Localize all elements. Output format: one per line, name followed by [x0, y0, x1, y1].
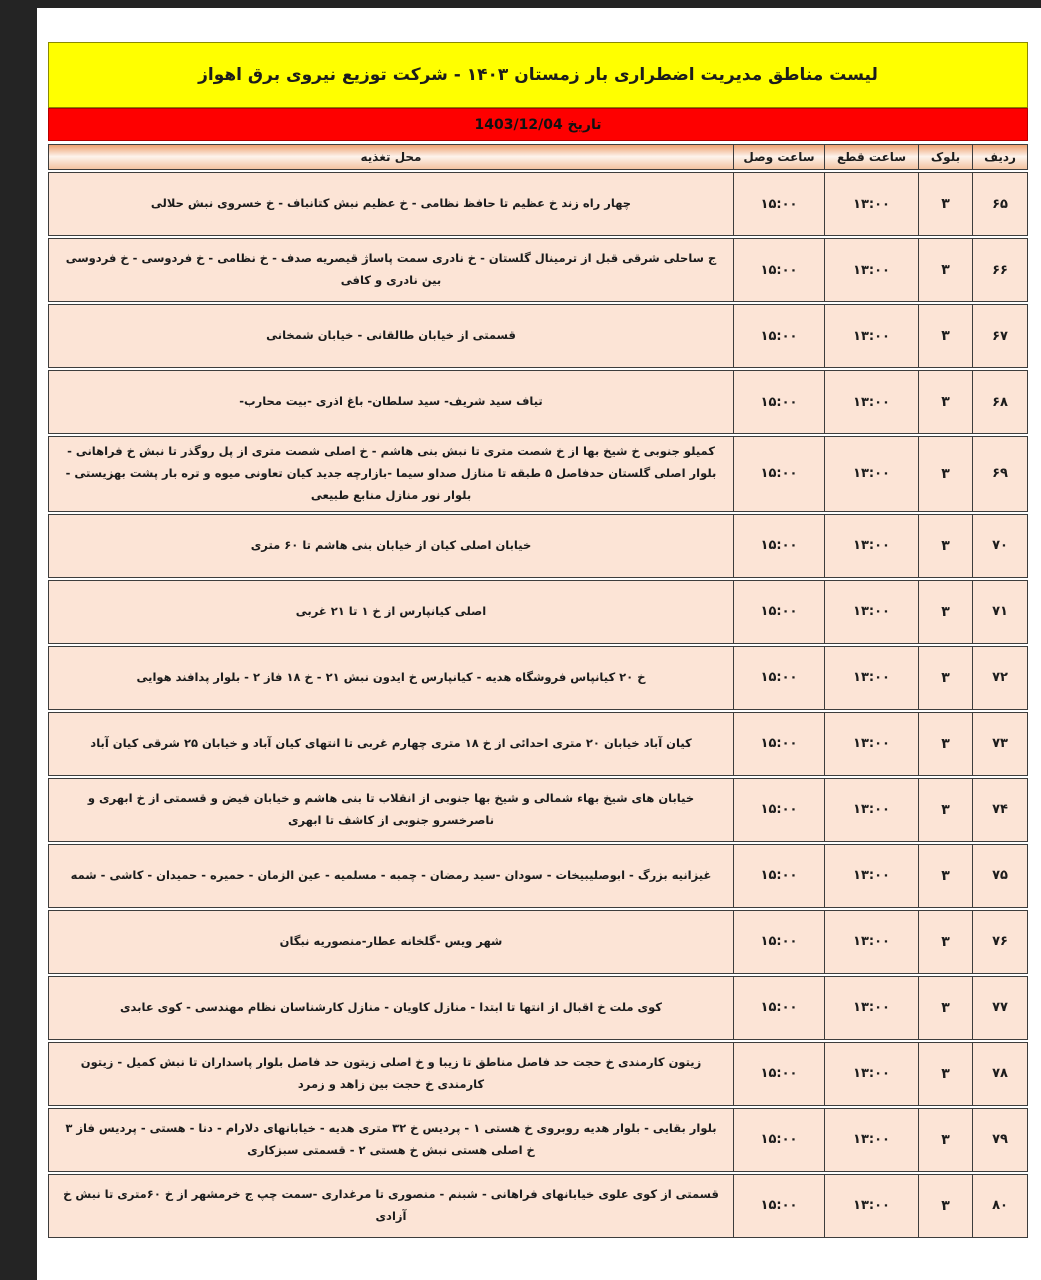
connect-time-cell: ۱۵:۰۰: [733, 1175, 824, 1237]
table-header-row: [48, 144, 1028, 170]
connect-time-cell: ۱۵:۰۰: [733, 1043, 824, 1105]
location-cell: ج ساحلی شرقی قبل از ترمینال گلستان - خ نادری سمت پاساژ قیصریه صدف - خ نظامی - خ فردوسی - خ فردوسی بین نادری و کافی: [65, 251, 717, 287]
cut-time-cell: ۱۳:۰۰: [824, 1043, 918, 1105]
row-number-cell: ۷۸: [972, 1043, 1027, 1105]
connect-time-cell: ۱۵:۰۰: [733, 1109, 824, 1171]
cut-time-cell: ۱۳:۰۰: [824, 1109, 918, 1171]
connect-time-cell: ۱۵:۰۰: [733, 713, 824, 775]
cut-time-cell: ۱۳:۰۰: [824, 977, 918, 1039]
row-number-cell: ۷۱: [972, 581, 1027, 643]
block-cell: ۳: [918, 779, 972, 841]
table-row: [48, 712, 1028, 776]
header-cell-block: بلوک: [918, 145, 972, 169]
connect-time-cell: ۱۵:۰۰: [733, 239, 824, 301]
block-cell: ۳: [918, 1109, 972, 1171]
cut-time-cell: ۱۳:۰۰: [824, 371, 918, 433]
cut-time-cell: ۱۳:۰۰: [824, 713, 918, 775]
header-cell-cut-time: ساعت قطع: [824, 145, 918, 169]
table-row: [48, 238, 1028, 302]
page-frame-left: [0, 0, 37, 1280]
cut-time-cell: ۱۳:۰۰: [824, 437, 918, 511]
block-cell: ۳: [918, 371, 972, 433]
block-cell: ۳: [918, 1175, 972, 1237]
header-cell-radif: ردیف: [972, 145, 1027, 169]
row-number-cell: ۷۶: [972, 911, 1027, 973]
location-cell: خیابان اصلی کیان از خیابان بنی هاشم تا ۶۰ متری: [250, 537, 532, 552]
block-cell: ۳: [918, 581, 972, 643]
block-cell: ۳: [918, 713, 972, 775]
block-cell: ۳: [918, 1043, 972, 1105]
block-cell: ۳: [918, 977, 972, 1039]
row-number-cell: ۷۲: [972, 647, 1027, 709]
row-number-cell: ۷۰: [972, 515, 1027, 577]
cut-time-cell: ۱۳:۰۰: [824, 515, 918, 577]
location-cell: کمیلو جنوبی خ شیخ بها از خ شصت متری تا نبش بنی هاشم - خ اصلی شصت متری از پل روگذر تا نبش خ فراهانی - بلوار اصلی گلستان حدفاصل ۵ طبقه تا منازل صداو سیما -بازارچه جدید کیان تعاونی میوه و تره بار پشت بهزیستی - بلوار نور منازل منابع طبیعی: [65, 444, 717, 502]
location-cell: غیزانیه بزرگ - ابوصلیبیخات - سودان -سید رمضان - چمبه - مسلمیه - عین الزمان - حمیره - حمیدان - کاشی - شمه: [70, 867, 712, 882]
connect-time-cell: ۱۵:۰۰: [733, 173, 824, 235]
connect-time-cell: ۱۵:۰۰: [733, 305, 824, 367]
block-cell: ۳: [918, 173, 972, 235]
location-cell: اصلی کیانپارس از خ ۱ تا ۲۱ غربی: [295, 603, 487, 618]
row-number-cell: ۶۷: [972, 305, 1027, 367]
row-number-cell: ۸۰: [972, 1175, 1027, 1237]
row-number-cell: ۶۵: [972, 173, 1027, 235]
row-number-cell: ۷۵: [972, 845, 1027, 907]
table-row: [48, 976, 1028, 1040]
block-cell: ۳: [918, 239, 972, 301]
block-cell: ۳: [918, 911, 972, 973]
cut-time-cell: ۱۳:۰۰: [824, 581, 918, 643]
location-cell: قسمتی از خیابان طالقانی - خیابان شمخانی: [266, 328, 516, 343]
row-number-cell: ۷۳: [972, 713, 1027, 775]
block-cell: ۳: [918, 305, 972, 367]
title-banner: [48, 42, 1028, 108]
location-cell: کیان آباد خیابان ۲۰ متری احدائی از خ ۱۸ متری چهارم غربی تا انتهای کیان آباد و خیابان ۲۵ شرقی کیان آباد: [90, 735, 692, 750]
cut-time-cell: ۱۳:۰۰: [824, 305, 918, 367]
cut-time-cell: ۱۳:۰۰: [824, 1175, 918, 1237]
table-body: [48, 172, 1028, 1238]
cut-time-cell: ۱۳:۰۰: [824, 845, 918, 907]
table-row: [48, 580, 1028, 644]
block-cell: ۳: [918, 437, 972, 511]
location-cell: شهر ویس -گلخانه عطار-منصوریه نبگان: [279, 933, 503, 948]
date-label: تاریخ 1403/12/04: [474, 116, 602, 133]
page-title: لیست مناطق مدیریت اضطراری بار زمستان ۱۴۰۳ - شرکت توزیع نیروی برق اهواز: [198, 65, 878, 85]
table-row: [48, 1174, 1028, 1238]
table-row: [48, 514, 1028, 578]
row-number-cell: ۷۹: [972, 1109, 1027, 1171]
location-cell: کوی ملت خ اقبال از انتها تا ابتدا - منازل کاویان - منازل کارشناسان نظام مهندسی - کوی عابدی: [120, 999, 662, 1014]
table-row: [48, 1108, 1028, 1172]
connect-time-cell: ۱۵:۰۰: [733, 371, 824, 433]
connect-time-cell: ۱۵:۰۰: [733, 977, 824, 1039]
row-number-cell: ۷۴: [972, 779, 1027, 841]
location-cell: زیتون کارمندی خ حجت حد فاصل مناطق تا زیبا و خ اصلی زیتون حد فاصل بلوار پاسداران تا نبش کمیل - زیتون کارمندی خ حجت بین زاهد و زمرد: [80, 1054, 702, 1091]
table-row: [48, 844, 1028, 908]
location-cell: تیاف سید شریف- سید سلطان- باغ اذری -بیت محارب-: [239, 394, 543, 409]
block-cell: ۳: [918, 515, 972, 577]
cut-time-cell: ۱۳:۰۰: [824, 647, 918, 709]
connect-time-cell: ۱۵:۰۰: [733, 647, 824, 709]
location-cell: قسمتی از کوی علوی خیابانهای فراهانی - شبنم - منصوری تا مرغداری -سمت چپ ج خرمشهر از خ ۶۰متری تا نبش خ آزادی: [63, 1186, 719, 1223]
cut-time-cell: ۱۳:۰۰: [824, 779, 918, 841]
row-number-cell: ۷۷: [972, 977, 1027, 1039]
block-cell: ۳: [918, 647, 972, 709]
location-cell: بلوار بقایی - بلوار هدیه روبروی خ هستی ۱ - پردیس خ ۳۲ متری هدیه - خیابانهای دلارام - دنا - هستی - پردیس فاز ۳ خ اصلی هستی نبش خ هستی ۲ - قسمتی سبزکاری: [65, 1120, 717, 1157]
connect-time-cell: ۱۵:۰۰: [733, 911, 824, 973]
connect-time-cell: ۱۵:۰۰: [733, 581, 824, 643]
outage-schedule-document: [48, 42, 1028, 1238]
connect-time-cell: ۱۵:۰۰: [733, 779, 824, 841]
location-cell: خیابان های شیخ بهاء شمالی و شیخ بها جنوبی از انقلاب تا بنی هاشم و خیابان فیض و قسمتی از خ ابهری و ناصرخسرو جنوبی از کاشف تا ابهری: [87, 790, 695, 827]
table-row: [48, 910, 1028, 974]
header-cell-location: محل تغذیه: [360, 149, 422, 164]
connect-time-cell: ۱۵:۰۰: [733, 515, 824, 577]
date-banner: [48, 108, 1028, 141]
page-frame-top: [0, 0, 1041, 8]
row-number-cell: ۶۸: [972, 371, 1027, 433]
table-row: [48, 646, 1028, 710]
connect-time-cell: ۱۵:۰۰: [733, 437, 824, 511]
table-row: [48, 304, 1028, 368]
table-row: [48, 172, 1028, 236]
table-row: [48, 370, 1028, 434]
table-row: [48, 1042, 1028, 1106]
connect-time-cell: ۱۵:۰۰: [733, 845, 824, 907]
table-row: [48, 436, 1028, 512]
header-cell-connect-time: ساعت وصل: [733, 145, 824, 169]
block-cell: ۳: [918, 845, 972, 907]
row-number-cell: ۶۹: [972, 437, 1027, 511]
cut-time-cell: ۱۳:۰۰: [824, 239, 918, 301]
cut-time-cell: ۱۳:۰۰: [824, 911, 918, 973]
location-cell: چهار راه زند خ عظیم تا حافظ نظامی - خ عظیم نبش کتانباف - خ خسروی نبش حلالی: [150, 196, 632, 211]
row-number-cell: ۶۶: [972, 239, 1027, 301]
table-row: [48, 778, 1028, 842]
cut-time-cell: ۱۳:۰۰: [824, 173, 918, 235]
location-cell: خ ۲۰ کیانپاس فروشگاه هدیه - کیانپارس خ ایدون نبش ۲۱ - خ ۱۸ فاز ۲ - بلوار پدافند هوایی: [136, 669, 646, 684]
